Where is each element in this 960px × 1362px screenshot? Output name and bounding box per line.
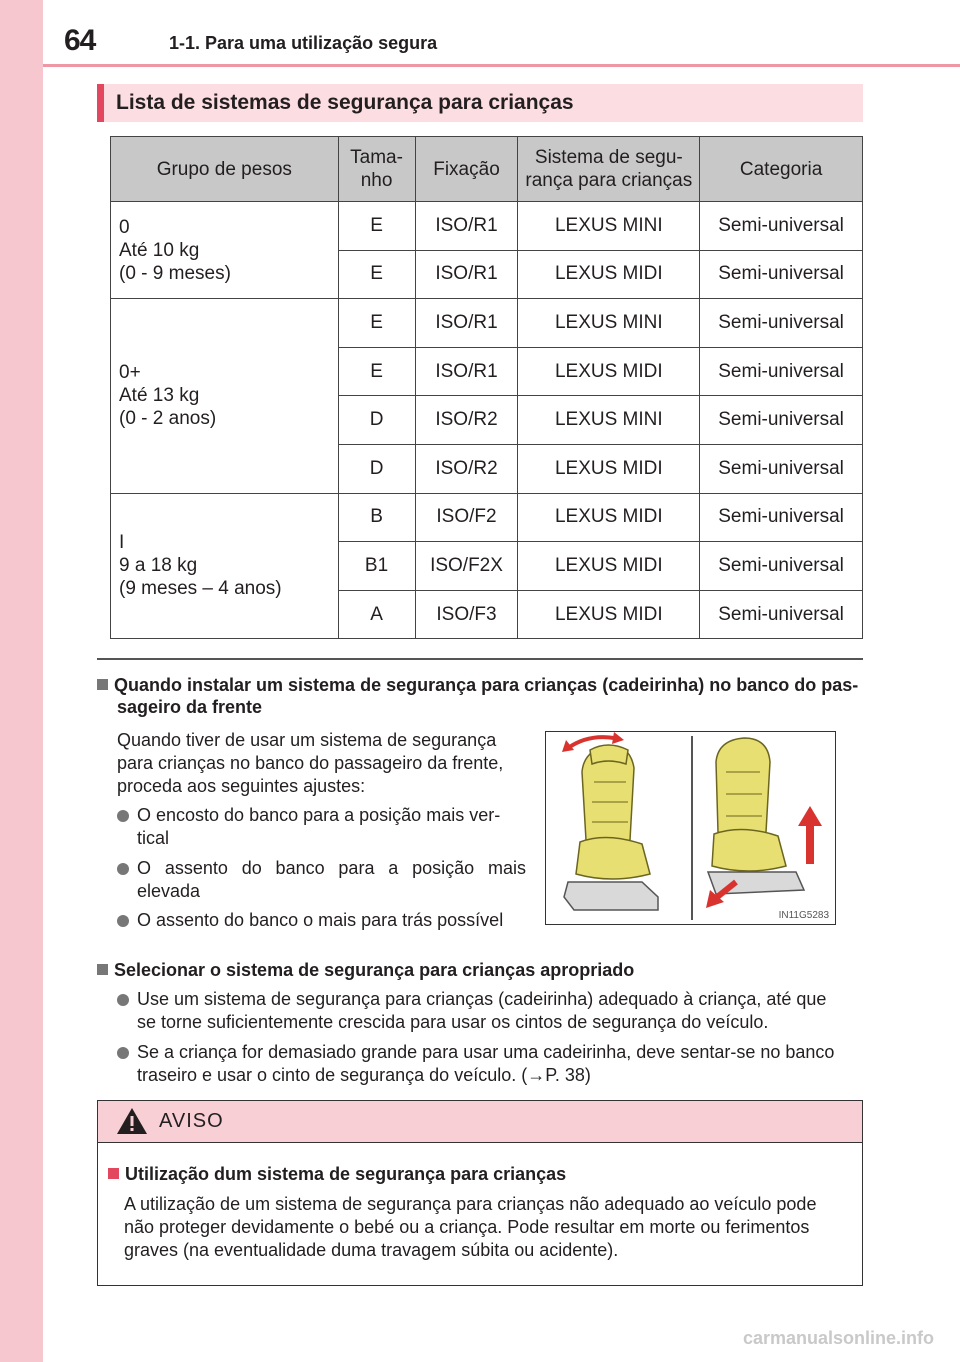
figure-code: IN11G5283 <box>778 910 829 921</box>
square-bullet-icon <box>97 679 108 690</box>
front-seat-bullet: O assento do banco o mais para trás possível <box>117 909 526 932</box>
fixation-cell: ISO/R1 <box>415 299 518 348</box>
size-cell: A <box>338 590 415 639</box>
fixation-cell: ISO/F2X <box>415 542 518 591</box>
round-bullet-icon <box>117 994 129 1006</box>
col-header-fixation: Fixação <box>415 137 518 202</box>
front-seat-bullet: O assento do banco para a posição mais elevada <box>117 857 526 903</box>
seat-adjustment-illustration <box>545 731 836 925</box>
warning-title: AVISO <box>159 1110 224 1132</box>
warning-body: A utilização de um sistema de segurança para crianças não adequado ao veículo pode não proteger devidamente o bebé ou a criança. Pode resultar em morte ou ferimentos graves (na eventualidade duma travagem súbita ou acidente). <box>124 1194 817 1260</box>
system-cell: LEXUS MIDI <box>518 250 700 299</box>
front-seat-heading: Quando instalar um sistema de segurança para crianças (cadeirinha) no banco do pas- sageiro da frente <box>97 674 867 718</box>
fixation-cell: ISO/F3 <box>415 590 518 639</box>
col-header-restraint-system: Sistema de segu- rança para crianças <box>518 137 700 202</box>
select-seat-bullet: Se a criança for demasiado grande para usar uma cadeirinha, deve sentar-se no banco traseiro e usar o cinto de segurança do veículo. (→P. 38) <box>117 1041 865 1087</box>
front-seat-intro: Quando tiver de usar um sistema de segurança para crianças no banco do passageiro da frente, proceda aos seguintes ajustes: <box>117 730 504 796</box>
round-bullet-icon <box>117 915 129 927</box>
size-cell: D <box>338 444 415 493</box>
select-seat-heading: Selecionar o sistema de segurança para crianças apropriado <box>97 959 867 981</box>
square-bullet-icon <box>97 964 108 975</box>
header-rule <box>43 64 960 67</box>
col-header-size: Tama- nho <box>338 137 415 202</box>
square-bullet-icon <box>108 1168 119 1179</box>
size-cell: E <box>338 250 415 299</box>
table-header-row <box>111 137 863 202</box>
fixation-cell: ISO/R2 <box>415 444 518 493</box>
system-cell: LEXUS MINI <box>518 299 700 348</box>
table-row <box>111 299 863 348</box>
warning-subheading: Utilização dum sistema de segurança para crianças <box>108 1164 566 1185</box>
fixation-cell: ISO/R1 <box>415 347 518 396</box>
select-seat-bullet: Use um sistema de segurança para crianças (cadeirinha) adequado à criança, até que se torne suficientemente crescida para usar os cintos de segurança do veículo. <box>117 988 865 1034</box>
fixation-cell: ISO/F2 <box>415 493 518 542</box>
system-cell: LEXUS MINI <box>518 202 700 251</box>
fixation-cell: ISO/R1 <box>415 250 518 299</box>
round-bullet-icon <box>117 863 129 875</box>
watermark: carmanualsonline.info <box>742 1328 934 1348</box>
size-cell: E <box>338 299 415 348</box>
weight-group-cell: I 9 a 18 kg (9 meses – 4 anos) <box>111 493 339 639</box>
category-cell: Semi-universal <box>700 542 863 591</box>
side-color-band <box>0 0 43 1362</box>
warning-header <box>98 1101 862 1143</box>
round-bullet-icon <box>117 810 129 822</box>
category-cell: Semi-universal <box>700 444 863 493</box>
child-seat-table <box>110 136 863 639</box>
weight-group-cell: 0+ Até 13 kg (0 - 2 anos) <box>111 299 339 493</box>
fixation-cell: ISO/R1 <box>415 202 518 251</box>
front-seat-bullet: O encosto do banco para a posição mais ver- tical <box>117 804 526 850</box>
section-title-bar <box>97 84 863 122</box>
system-cell: LEXUS MIDI <box>518 542 700 591</box>
category-cell: Semi-universal <box>700 396 863 445</box>
system-cell: LEXUS MINI <box>518 396 700 445</box>
system-cell: LEXUS MIDI <box>518 347 700 396</box>
fixation-cell: ISO/R2 <box>415 396 518 445</box>
category-cell: Semi-universal <box>700 347 863 396</box>
col-header-weight-group: Grupo de pesos <box>111 137 339 202</box>
seat-diagram-icon <box>546 732 835 924</box>
section-title: Lista de sistemas de segurança para crianças <box>116 91 574 114</box>
category-cell: Semi-universal <box>700 202 863 251</box>
size-cell: D <box>338 396 415 445</box>
page-header <box>43 0 960 66</box>
page-number: 64 <box>64 24 96 57</box>
size-cell: E <box>338 202 415 251</box>
warning-box <box>97 1100 863 1286</box>
col-header-category: Categoria <box>700 137 863 202</box>
size-cell: E <box>338 347 415 396</box>
section-breadcrumb: 1-1. Para uma utilização segura <box>169 33 438 53</box>
category-cell: Semi-universal <box>700 590 863 639</box>
category-cell: Semi-universal <box>700 250 863 299</box>
weight-group-cell: 0 Até 10 kg (0 - 9 meses) <box>111 202 339 299</box>
warning-triangle-icon <box>116 1107 148 1135</box>
size-cell: B1 <box>338 542 415 591</box>
table-row <box>111 493 863 542</box>
round-bullet-icon <box>117 1047 129 1059</box>
table-row <box>111 202 863 251</box>
system-cell: LEXUS MIDI <box>518 444 700 493</box>
size-cell: B <box>338 493 415 542</box>
category-cell: Semi-universal <box>700 493 863 542</box>
section-divider <box>97 658 863 660</box>
system-cell: LEXUS MIDI <box>518 493 700 542</box>
system-cell: LEXUS MIDI <box>518 590 700 639</box>
category-cell: Semi-universal <box>700 299 863 348</box>
